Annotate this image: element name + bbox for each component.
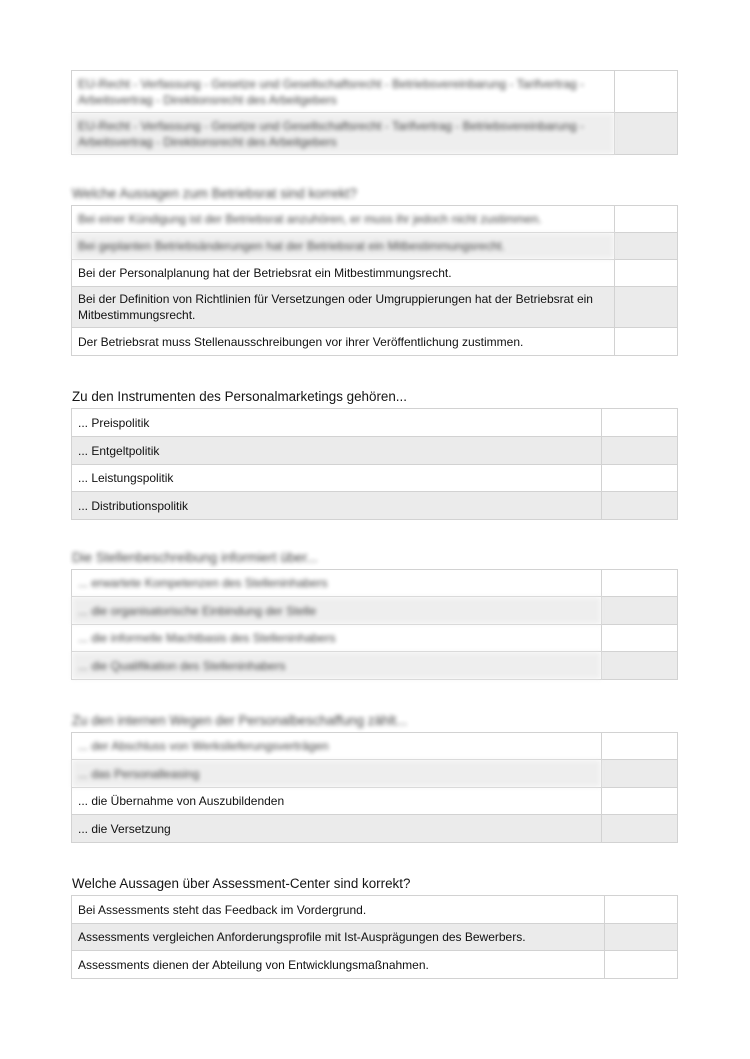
- answer-text: Assessments dienen der Abteilung von Entwicklungsmaßnahmen.: [72, 951, 605, 979]
- answer-text: ... Preispolitik: [72, 409, 602, 437]
- answer-checkbox-cell[interactable]: [602, 570, 678, 597]
- answer-checkbox-cell[interactable]: [602, 652, 678, 680]
- answer-checkbox-cell[interactable]: [615, 113, 678, 155]
- answer-row: [72, 71, 678, 113]
- answer-checkbox-cell[interactable]: [615, 328, 678, 356]
- answer-text: EU-Recht - Verfassung - Gesetze und Gesellschaftsrecht - Betriebsvereinbarung - Tarifvertrag - Arbeitsvertrag - Direktionsrecht des Arbeitgebers: [72, 71, 615, 113]
- question-title: Zu den Instrumenten des Personalmarketings gehören...: [72, 389, 407, 404]
- question-block-3: [71, 389, 678, 520]
- answer-checkbox-cell[interactable]: [615, 260, 678, 287]
- question-block-2: [71, 186, 678, 356]
- answer-checkbox-cell[interactable]: [602, 760, 678, 788]
- answer-checkbox-cell[interactable]: [615, 71, 678, 113]
- question-title: Welche Aussagen über Assessment-Center sind korrekt?: [72, 876, 411, 891]
- answer-row: [72, 233, 678, 260]
- answer-row: [72, 570, 678, 597]
- answer-table-4: [71, 569, 678, 680]
- answer-text: ... die Qualifikation des Stelleninhabers: [72, 652, 602, 680]
- answer-text: EU-Recht - Verfassung - Gesetze und Gesellschaftsrecht - Tarifvertrag - Betriebsvereinbarung - Arbeitsvertrag - Direktionsrecht des Arbeitgebers: [72, 113, 615, 155]
- answer-row: [72, 328, 678, 356]
- answer-row: [72, 113, 678, 155]
- answer-checkbox-cell[interactable]: [615, 233, 678, 260]
- answer-text: ... die informelle Machtbasis des Stelleninhabers: [72, 625, 602, 652]
- answer-text: ... die Übernahme von Auszubildenden: [72, 788, 602, 815]
- answer-checkbox-cell[interactable]: [602, 437, 678, 465]
- answer-text: Bei Assessments steht das Feedback im Vordergrund.: [72, 896, 605, 924]
- answer-checkbox-cell[interactable]: [602, 465, 678, 492]
- answer-checkbox-cell[interactable]: [602, 492, 678, 520]
- answer-checkbox-cell[interactable]: [602, 815, 678, 843]
- answer-checkbox-cell[interactable]: [605, 951, 678, 979]
- answer-row: [72, 733, 678, 760]
- answer-checkbox-cell[interactable]: [615, 206, 678, 233]
- answer-checkbox-cell[interactable]: [605, 924, 678, 951]
- answer-row: [72, 788, 678, 815]
- answer-text: ... Entgeltpolitik: [72, 437, 602, 465]
- answer-row: [72, 652, 678, 680]
- answer-checkbox-cell[interactable]: [602, 625, 678, 652]
- answer-text: Bei einer Kündigung ist der Betriebsrat anzuhören, er muss ihr jedoch nicht zustimmen.: [72, 206, 615, 233]
- answer-checkbox-cell[interactable]: [602, 733, 678, 760]
- answer-row: [72, 492, 678, 520]
- answer-row: [72, 597, 678, 625]
- answer-checkbox-cell[interactable]: [602, 409, 678, 437]
- question-title: Welche Aussagen zum Betriebsrat sind korrekt?: [72, 186, 357, 201]
- answer-text: Bei der Personalplanung hat der Betriebsrat ein Mitbestimmungsrecht.: [72, 260, 615, 287]
- answer-table-2: [71, 205, 678, 356]
- question-title: Zu den internen Wegen der Personalbeschaffung zählt...: [72, 713, 408, 728]
- answer-row: [72, 287, 678, 328]
- answer-text: ... die Versetzung: [72, 815, 602, 843]
- answer-row: [72, 625, 678, 652]
- question-block-4: [71, 550, 678, 680]
- answer-text: ... Leistungspolitik: [72, 465, 602, 492]
- answer-row: [72, 924, 678, 951]
- answer-row: [72, 760, 678, 788]
- answer-row: [72, 815, 678, 843]
- answer-table-3: [71, 408, 678, 520]
- answer-text: ... erwartete Kompetenzen des Stelleninhabers: [72, 570, 602, 597]
- answer-text: ... der Abschluss von Werkslieferungsverträgen: [72, 733, 602, 760]
- question-title: Die Stellenbeschreibung informiert über...: [72, 550, 318, 565]
- question-block-1: [71, 70, 678, 155]
- answer-text: ... die organisatorische Einbindung der Stelle: [72, 597, 602, 625]
- answer-text: ... das Personalleasing: [72, 760, 602, 788]
- answer-row: [72, 437, 678, 465]
- answer-row: [72, 206, 678, 233]
- answer-text: Bei geplanten Betriebsänderungen hat der Betriebsrat ein Mitbestimmungsrecht.: [72, 233, 615, 260]
- answer-text: Der Betriebsrat muss Stellenausschreibungen vor ihrer Veröffentlichung zustimmen.: [72, 328, 615, 356]
- answer-text: ... Distributionspolitik: [72, 492, 602, 520]
- answer-table-1: [71, 70, 678, 155]
- answer-row: [72, 951, 678, 979]
- answer-row: [72, 896, 678, 924]
- answer-table-6: [71, 895, 678, 979]
- answer-row: [72, 409, 678, 437]
- answer-checkbox-cell[interactable]: [605, 896, 678, 924]
- answer-text: Assessments vergleichen Anforderungsprofile mit Ist-Ausprägungen des Bewerbers.: [72, 924, 605, 951]
- question-block-6: [71, 876, 678, 979]
- answer-table-5: [71, 732, 678, 843]
- answer-checkbox-cell[interactable]: [602, 788, 678, 815]
- answer-text: Bei der Definition von Richtlinien für Versetzungen oder Umgruppierungen hat der Betriebsrat ein Mitbestimmungsrecht.: [72, 287, 615, 328]
- question-block-5: [71, 713, 678, 843]
- answer-row: [72, 465, 678, 492]
- answer-checkbox-cell[interactable]: [615, 287, 678, 328]
- answer-checkbox-cell[interactable]: [602, 597, 678, 625]
- answer-row: [72, 260, 678, 287]
